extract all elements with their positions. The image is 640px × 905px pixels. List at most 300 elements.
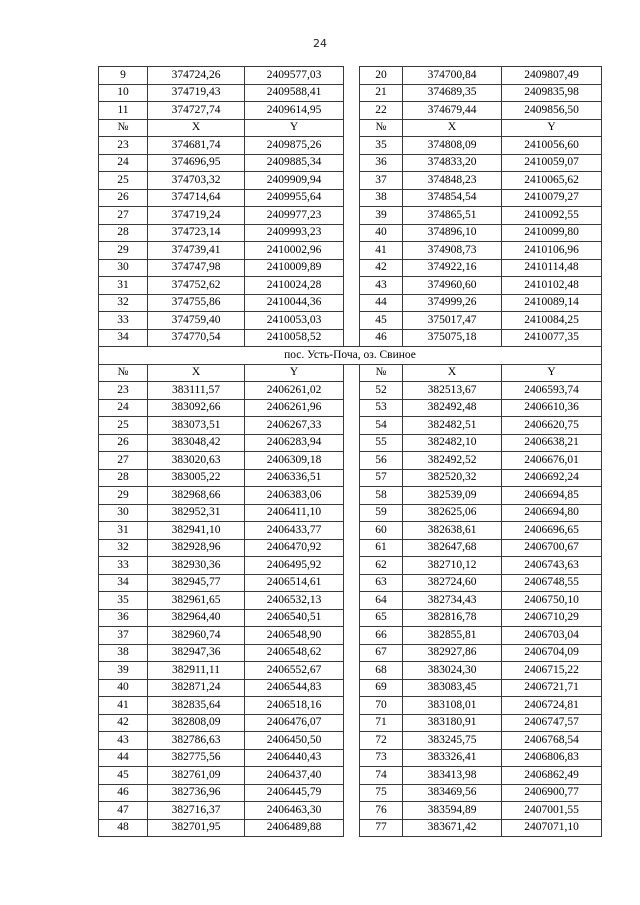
right-x-coordinate: 382482,10 [403, 434, 502, 452]
right-x-coordinate: 374679,44 [403, 102, 502, 120]
table-row [99, 154, 602, 172]
column-separator [344, 172, 360, 190]
left-y-coordinate: Y [245, 119, 344, 137]
column-separator [344, 732, 360, 750]
right-x-coordinate: 382492,48 [403, 399, 502, 417]
table-row [99, 802, 602, 820]
column-separator [344, 382, 360, 400]
right-x-coordinate: 382734,43 [403, 592, 502, 610]
right-y-coordinate: 2406724,81 [502, 697, 602, 715]
right-point-number: 46 [360, 329, 403, 347]
right-point-number: 39 [360, 207, 403, 225]
table-row [99, 452, 602, 470]
table-row [99, 102, 602, 120]
left-y-coordinate: 2409955,64 [245, 189, 344, 207]
left-x-coordinate: 382952,31 [148, 504, 245, 522]
right-point-number: 55 [360, 434, 403, 452]
column-separator [344, 417, 360, 435]
right-x-coordinate: 383024,30 [403, 662, 502, 680]
left-y-coordinate: 2406548,90 [245, 627, 344, 645]
left-point-number: 33 [99, 312, 148, 330]
left-y-coordinate: 2409614,95 [245, 102, 344, 120]
left-point-number: 46 [99, 784, 148, 802]
right-x-coordinate: 374808,09 [403, 137, 502, 155]
right-point-number: 40 [360, 224, 403, 242]
right-point-number: 59 [360, 504, 403, 522]
left-point-number: 31 [99, 522, 148, 540]
right-x-coordinate: 382724,60 [403, 574, 502, 592]
left-point-number: 45 [99, 767, 148, 785]
table-row [99, 312, 602, 330]
left-x-coordinate: 374723,14 [148, 224, 245, 242]
right-y-coordinate: 2410106,96 [502, 242, 602, 260]
table-row [99, 207, 602, 225]
left-x-coordinate: 382960,74 [148, 627, 245, 645]
right-y-coordinate: 2410102,48 [502, 277, 602, 295]
table-row [99, 277, 602, 295]
right-y-coordinate: 2406748,55 [502, 574, 602, 592]
left-x-coordinate: 374727,74 [148, 102, 245, 120]
left-y-coordinate: 2409993,23 [245, 224, 344, 242]
right-point-number: 69 [360, 679, 403, 697]
left-y-coordinate: Y [245, 364, 344, 382]
table-row [99, 504, 602, 522]
right-point-number: 21 [360, 84, 403, 102]
table-row [99, 627, 602, 645]
table-row [99, 574, 602, 592]
left-point-number: 34 [99, 329, 148, 347]
right-point-number: № [360, 119, 403, 137]
right-x-coordinate: 374908,73 [403, 242, 502, 260]
table-row [99, 487, 602, 505]
right-x-coordinate: 382927,86 [403, 644, 502, 662]
column-separator [344, 242, 360, 260]
left-point-number: 26 [99, 434, 148, 452]
right-x-coordinate: 382855,81 [403, 627, 502, 645]
right-point-number: 52 [360, 382, 403, 400]
left-y-coordinate: 2406463,30 [245, 802, 344, 820]
right-point-number: 75 [360, 784, 403, 802]
right-y-coordinate: 2406593,74 [502, 382, 602, 400]
right-x-coordinate: 382520,32 [403, 469, 502, 487]
right-x-coordinate: 374896,10 [403, 224, 502, 242]
left-x-coordinate: 374770,54 [148, 329, 245, 347]
left-y-coordinate: 2406548,62 [245, 644, 344, 662]
left-x-coordinate: 383111,57 [148, 382, 245, 400]
right-y-coordinate: 2410079,27 [502, 189, 602, 207]
table-row [99, 697, 602, 715]
left-y-coordinate: 2406514,61 [245, 574, 344, 592]
right-y-coordinate: 2406747,57 [502, 714, 602, 732]
left-y-coordinate: 2406495,92 [245, 557, 344, 575]
right-y-coordinate: 2406676,01 [502, 452, 602, 470]
right-x-coordinate: 374833,20 [403, 154, 502, 172]
right-x-coordinate: 374865,51 [403, 207, 502, 225]
right-y-coordinate: 2406620,75 [502, 417, 602, 435]
left-x-coordinate: X [148, 364, 245, 382]
left-x-coordinate: 382928,96 [148, 539, 245, 557]
left-x-coordinate: 382786,63 [148, 732, 245, 750]
right-y-coordinate: 2406743,63 [502, 557, 602, 575]
section-title: пос. Усть-Поча, оз. Свиное [99, 347, 602, 365]
right-point-number: 68 [360, 662, 403, 680]
left-point-number: 29 [99, 242, 148, 260]
column-separator [344, 207, 360, 225]
right-point-number: 35 [360, 137, 403, 155]
left-point-number: 28 [99, 224, 148, 242]
left-x-coordinate: 374681,74 [148, 137, 245, 155]
table-row [99, 557, 602, 575]
left-point-number: 25 [99, 417, 148, 435]
left-x-coordinate: 382930,36 [148, 557, 245, 575]
column-separator [344, 819, 360, 837]
right-point-number: 70 [360, 697, 403, 715]
left-x-coordinate: X [148, 119, 245, 137]
left-y-coordinate: 2406445,79 [245, 784, 344, 802]
left-point-number: 38 [99, 644, 148, 662]
left-y-coordinate: 2409588,41 [245, 84, 344, 102]
coordinates-table-body [99, 67, 602, 837]
right-point-number: № [360, 364, 403, 382]
right-y-coordinate: 2406692,24 [502, 469, 602, 487]
left-point-number: 9 [99, 67, 148, 85]
table-row [99, 714, 602, 732]
left-y-coordinate: 2406552,67 [245, 662, 344, 680]
left-y-coordinate: 2406544,83 [245, 679, 344, 697]
table-row [99, 609, 602, 627]
left-y-coordinate: 2410009,89 [245, 259, 344, 277]
table-row [99, 137, 602, 155]
table-row [99, 172, 602, 190]
column-separator [344, 399, 360, 417]
left-x-coordinate: 374719,24 [148, 207, 245, 225]
left-x-coordinate: 374703,32 [148, 172, 245, 190]
table-row [99, 294, 602, 312]
left-point-number: 25 [99, 172, 148, 190]
left-x-coordinate: 374747,98 [148, 259, 245, 277]
right-x-coordinate: 374700,84 [403, 67, 502, 85]
column-separator [344, 487, 360, 505]
column-separator [344, 277, 360, 295]
column-separator [344, 312, 360, 330]
left-point-number: 26 [99, 189, 148, 207]
left-x-coordinate: 374714,64 [148, 189, 245, 207]
right-y-coordinate: 2407001,55 [502, 802, 602, 820]
left-point-number: 27 [99, 452, 148, 470]
column-separator [344, 67, 360, 85]
right-y-coordinate: 2410099,80 [502, 224, 602, 242]
right-y-coordinate: 2409856,50 [502, 102, 602, 120]
table-header-row [99, 364, 602, 382]
table-header-row [99, 119, 602, 137]
left-point-number: 23 [99, 382, 148, 400]
left-point-number: 29 [99, 487, 148, 505]
column-separator [344, 697, 360, 715]
left-x-coordinate: 383048,42 [148, 434, 245, 452]
right-x-coordinate: 382710,12 [403, 557, 502, 575]
column-separator [344, 137, 360, 155]
left-y-coordinate: 2406261,02 [245, 382, 344, 400]
right-x-coordinate: 374922,16 [403, 259, 502, 277]
right-y-coordinate: 2410089,14 [502, 294, 602, 312]
right-y-coordinate: 2406696,65 [502, 522, 602, 540]
left-y-coordinate: 2406261,96 [245, 399, 344, 417]
right-x-coordinate: X [403, 119, 502, 137]
column-separator [344, 364, 360, 382]
left-x-coordinate: 382761,09 [148, 767, 245, 785]
table-row [99, 189, 602, 207]
right-point-number: 60 [360, 522, 403, 540]
right-y-coordinate: Y [502, 119, 602, 137]
column-separator [344, 469, 360, 487]
right-point-number: 64 [360, 592, 403, 610]
right-y-coordinate: 2409835,98 [502, 84, 602, 102]
left-point-number: № [99, 119, 148, 137]
column-separator [344, 749, 360, 767]
right-x-coordinate: 382492,52 [403, 452, 502, 470]
left-y-coordinate: 2409909,94 [245, 172, 344, 190]
right-x-coordinate: 374999,26 [403, 294, 502, 312]
left-point-number: 30 [99, 504, 148, 522]
left-x-coordinate: 382945,77 [148, 574, 245, 592]
table-row [99, 84, 602, 102]
table-row [99, 67, 602, 85]
left-point-number: 41 [99, 697, 148, 715]
column-separator [344, 84, 360, 102]
left-x-coordinate: 374696,95 [148, 154, 245, 172]
column-separator [344, 154, 360, 172]
left-y-coordinate: 2409977,23 [245, 207, 344, 225]
right-y-coordinate: 2407071,10 [502, 819, 602, 837]
right-point-number: 45 [360, 312, 403, 330]
left-point-number: 36 [99, 609, 148, 627]
left-x-coordinate: 382964,40 [148, 609, 245, 627]
right-point-number: 41 [360, 242, 403, 260]
right-y-coordinate: 2410114,48 [502, 259, 602, 277]
left-point-number: 47 [99, 802, 148, 820]
right-x-coordinate: 383594,89 [403, 802, 502, 820]
left-point-number: 32 [99, 294, 148, 312]
column-separator [344, 609, 360, 627]
column-separator [344, 592, 360, 610]
left-y-coordinate: 2406532,13 [245, 592, 344, 610]
left-y-coordinate: 2410044,36 [245, 294, 344, 312]
column-separator [344, 102, 360, 120]
left-y-coordinate: 2406450,50 [245, 732, 344, 750]
right-x-coordinate: 382539,09 [403, 487, 502, 505]
column-separator [344, 294, 360, 312]
right-x-coordinate: 375075,18 [403, 329, 502, 347]
right-y-coordinate: 2406750,10 [502, 592, 602, 610]
left-x-coordinate: 382947,36 [148, 644, 245, 662]
left-x-coordinate: 374755,86 [148, 294, 245, 312]
left-point-number: 31 [99, 277, 148, 295]
right-x-coordinate: 383671,42 [403, 819, 502, 837]
left-y-coordinate: 2406309,18 [245, 452, 344, 470]
left-y-coordinate: 2406440,43 [245, 749, 344, 767]
left-y-coordinate: 2409875,26 [245, 137, 344, 155]
column-separator [344, 259, 360, 277]
right-x-coordinate: 383083,45 [403, 679, 502, 697]
left-y-coordinate: 2409885,34 [245, 154, 344, 172]
left-point-number: 27 [99, 207, 148, 225]
table-row [99, 399, 602, 417]
column-separator [344, 119, 360, 137]
right-x-coordinate: 382816,78 [403, 609, 502, 627]
left-x-coordinate: 382736,96 [148, 784, 245, 802]
right-point-number: 73 [360, 749, 403, 767]
left-x-coordinate: 382716,37 [148, 802, 245, 820]
table-row [99, 434, 602, 452]
right-x-coordinate: 382513,67 [403, 382, 502, 400]
right-point-number: 66 [360, 627, 403, 645]
right-y-coordinate: 2406900,77 [502, 784, 602, 802]
right-x-coordinate: 374854,54 [403, 189, 502, 207]
right-x-coordinate: 383413,98 [403, 767, 502, 785]
left-point-number: 28 [99, 469, 148, 487]
left-x-coordinate: 374719,43 [148, 84, 245, 102]
left-y-coordinate: 2406470,92 [245, 539, 344, 557]
right-y-coordinate: 2406694,80 [502, 504, 602, 522]
right-point-number: 67 [360, 644, 403, 662]
right-point-number: 65 [360, 609, 403, 627]
column-separator [344, 452, 360, 470]
left-point-number: 32 [99, 539, 148, 557]
right-y-coordinate: 2406703,04 [502, 627, 602, 645]
right-y-coordinate: 2406768,54 [502, 732, 602, 750]
right-x-coordinate: 383326,41 [403, 749, 502, 767]
left-y-coordinate: 2406267,33 [245, 417, 344, 435]
right-point-number: 57 [360, 469, 403, 487]
left-x-coordinate: 383020,63 [148, 452, 245, 470]
column-separator [344, 539, 360, 557]
left-x-coordinate: 383005,22 [148, 469, 245, 487]
right-x-coordinate: 382482,51 [403, 417, 502, 435]
left-y-coordinate: 2406437,40 [245, 767, 344, 785]
table-row [99, 732, 602, 750]
left-y-coordinate: 2410024,28 [245, 277, 344, 295]
left-y-coordinate: 2406336,51 [245, 469, 344, 487]
column-separator [344, 504, 360, 522]
left-x-coordinate: 383073,51 [148, 417, 245, 435]
right-x-coordinate: 383245,75 [403, 732, 502, 750]
left-point-number: № [99, 364, 148, 382]
right-point-number: 63 [360, 574, 403, 592]
right-x-coordinate: 375017,47 [403, 312, 502, 330]
left-y-coordinate: 2406489,88 [245, 819, 344, 837]
right-y-coordinate: 2406704,09 [502, 644, 602, 662]
left-point-number: 44 [99, 749, 148, 767]
right-y-coordinate: 2406721,71 [502, 679, 602, 697]
column-separator [344, 329, 360, 347]
left-point-number: 33 [99, 557, 148, 575]
right-point-number: 54 [360, 417, 403, 435]
left-point-number: 40 [99, 679, 148, 697]
table-row [99, 329, 602, 347]
right-y-coordinate: 2409807,49 [502, 67, 602, 85]
column-separator [344, 767, 360, 785]
right-point-number: 72 [360, 732, 403, 750]
right-x-coordinate: 374848,23 [403, 172, 502, 190]
left-x-coordinate: 382941,10 [148, 522, 245, 540]
right-x-coordinate: 383108,01 [403, 697, 502, 715]
right-y-coordinate: 2406862,49 [502, 767, 602, 785]
left-point-number: 24 [99, 154, 148, 172]
right-x-coordinate: 382625,06 [403, 504, 502, 522]
table-row [99, 592, 602, 610]
left-y-coordinate: 2406411,10 [245, 504, 344, 522]
left-y-coordinate: 2409577,03 [245, 67, 344, 85]
right-y-coordinate: 2410092,55 [502, 207, 602, 225]
left-point-number: 42 [99, 714, 148, 732]
table-row [99, 417, 602, 435]
left-y-coordinate: 2406518,16 [245, 697, 344, 715]
right-point-number: 53 [360, 399, 403, 417]
left-x-coordinate: 382961,65 [148, 592, 245, 610]
table-row [99, 767, 602, 785]
left-x-coordinate: 382701,95 [148, 819, 245, 837]
right-point-number: 43 [360, 277, 403, 295]
right-y-coordinate: 2406638,21 [502, 434, 602, 452]
table-row [99, 242, 602, 260]
column-separator [344, 434, 360, 452]
right-x-coordinate: 374960,60 [403, 277, 502, 295]
left-x-coordinate: 374739,41 [148, 242, 245, 260]
column-separator [344, 522, 360, 540]
left-x-coordinate: 374759,40 [148, 312, 245, 330]
table-row [99, 539, 602, 557]
right-y-coordinate: 2406700,67 [502, 539, 602, 557]
right-x-coordinate: X [403, 364, 502, 382]
right-point-number: 74 [360, 767, 403, 785]
right-x-coordinate: 383469,56 [403, 784, 502, 802]
page-number: 24 [313, 37, 327, 50]
left-point-number: 39 [99, 662, 148, 680]
column-separator [344, 784, 360, 802]
table-row [99, 749, 602, 767]
table-row [99, 259, 602, 277]
right-point-number: 58 [360, 487, 403, 505]
right-y-coordinate: 2406715,22 [502, 662, 602, 680]
left-x-coordinate: 382871,24 [148, 679, 245, 697]
left-y-coordinate: 2406476,07 [245, 714, 344, 732]
right-y-coordinate: 2410077,35 [502, 329, 602, 347]
left-x-coordinate: 383092,66 [148, 399, 245, 417]
table-row [99, 382, 602, 400]
column-separator [344, 224, 360, 242]
left-y-coordinate: 2410053,03 [245, 312, 344, 330]
left-y-coordinate: 2406383,06 [245, 487, 344, 505]
left-x-coordinate: 382968,66 [148, 487, 245, 505]
left-point-number: 48 [99, 819, 148, 837]
coordinates-table [98, 66, 602, 837]
column-separator [344, 627, 360, 645]
right-y-coordinate: 2410056,60 [502, 137, 602, 155]
right-point-number: 56 [360, 452, 403, 470]
left-x-coordinate: 382911,11 [148, 662, 245, 680]
right-y-coordinate: 2406694,85 [502, 487, 602, 505]
left-point-number: 35 [99, 592, 148, 610]
column-separator [344, 802, 360, 820]
table-row [99, 644, 602, 662]
right-point-number: 42 [360, 259, 403, 277]
right-y-coordinate: 2406806,83 [502, 749, 602, 767]
right-x-coordinate: 382638,61 [403, 522, 502, 540]
table-row [99, 784, 602, 802]
left-y-coordinate: 2410058,52 [245, 329, 344, 347]
left-y-coordinate: 2410002,96 [245, 242, 344, 260]
column-separator [344, 644, 360, 662]
